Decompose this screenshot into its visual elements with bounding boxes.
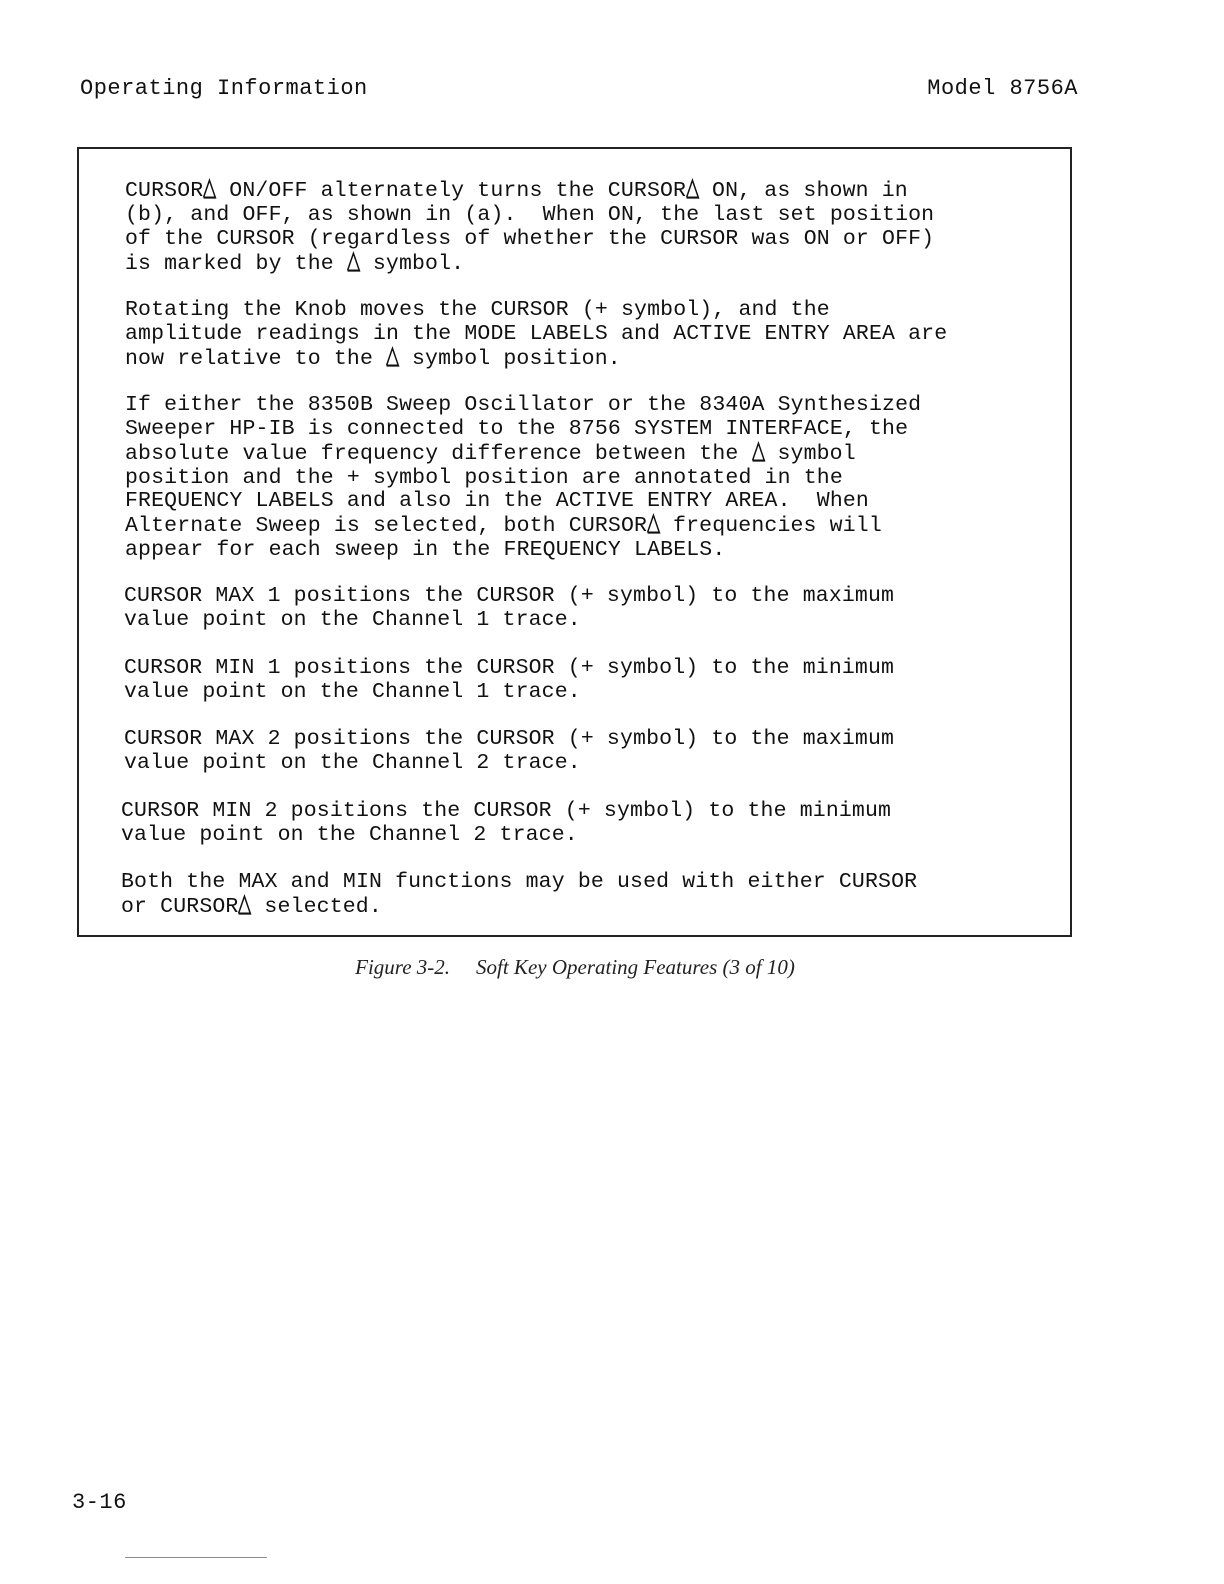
figure-caption-number: Figure 3-2. <box>355 955 451 979</box>
delta-symbol-icon <box>347 252 360 271</box>
text-run: Alternate Sweep is selected, both CURSOR <box>125 514 648 539</box>
text-run: value point on the Channel 1 trace. <box>124 679 581 704</box>
text-run: amplitude readings in the MODE LABELS and ACTIVE ENTRY AREA are <box>125 321 948 346</box>
paragraph-cursor-min-2 <box>121 800 891 848</box>
text-run: Both the MAX and MIN functions may be used with either CURSOR <box>121 870 918 894</box>
text-run: CURSOR MAX 1 positions the CURSOR (+ symbol) to the maximum <box>124 584 895 608</box>
paragraph-cursor-max-1 <box>124 585 894 633</box>
text-run: value point on the Channel 1 trace. <box>124 607 581 632</box>
paragraph-cursor-max-2 <box>124 728 894 776</box>
paragraph-hpib-sweeper <box>125 394 921 563</box>
page-number: 3-16 <box>72 1490 127 1515</box>
text-run: symbol <box>764 441 856 466</box>
figure-box <box>77 147 1072 937</box>
footer-rule <box>125 1557 267 1558</box>
text-run: If either the 8350B Sweep Oscillator or the 8340A Synthesized <box>125 393 922 417</box>
delta-symbol-icon <box>647 514 660 533</box>
text-run: ON, as shown in <box>699 179 908 204</box>
text-run: is marked by the <box>125 251 347 276</box>
paragraph-cursor-delta-onoff <box>125 179 934 277</box>
text-run: appear for each sweep in the FREQUENCY LABELS. <box>125 538 726 563</box>
text-run: of the CURSOR (regardless of whether the CURSOR was ON or OFF) <box>125 226 935 251</box>
text-run: CURSOR MIN 2 positions the CURSOR (+ symbol) to the minimum <box>121 799 892 823</box>
text-run: symbol. <box>359 251 465 276</box>
paragraph-cursor-min-1 <box>124 657 894 705</box>
text-run: frequencies will <box>659 514 882 539</box>
delta-symbol-icon <box>686 179 699 198</box>
text-run: FREQUENCY LABELS and also in the ACTIVE ENTRY AREA. When <box>125 489 869 514</box>
figure-caption-title: Soft Key Operating Features (3 of 10) <box>476 955 795 979</box>
text-run: symbol position. <box>398 346 621 371</box>
text-run: CURSOR <box>125 179 204 204</box>
running-header-model: Model 8756A <box>927 76 1078 101</box>
text-run: or CURSOR <box>121 895 239 919</box>
text-run: absolute value frequency difference between the <box>125 441 752 466</box>
paragraph-rotating-knob <box>125 299 947 372</box>
text-run: CURSOR MIN 1 positions the CURSOR (+ symbol) to the minimum <box>124 656 895 680</box>
figure-caption <box>0 955 1150 980</box>
delta-symbol-icon <box>386 347 399 366</box>
text-run: CURSOR MAX 2 positions the CURSOR (+ symbol) to the maximum <box>124 727 895 751</box>
text-run: ON/OFF alternately turns the CURSOR <box>216 179 687 204</box>
text-run: Sweeper HP-IB is connected to the 8756 SYSTEM INTERFACE, the <box>125 416 909 441</box>
delta-symbol-icon <box>203 179 216 198</box>
paragraph-both-max-min <box>121 871 917 920</box>
text-run: value point on the Channel 2 trace. <box>121 822 578 847</box>
running-header-section: Operating Information <box>80 76 368 101</box>
text-run: (b), and OFF, as shown in (a). When ON, the last set position <box>125 203 935 227</box>
delta-symbol-icon <box>752 442 765 461</box>
text-run: value point on the Channel 2 trace. <box>124 750 581 775</box>
text-run: selected. <box>251 895 382 919</box>
text-run: position and the + symbol position are annotated in the <box>125 465 843 490</box>
delta-symbol-icon <box>238 895 251 914</box>
text-run: now relative to the <box>125 346 387 371</box>
text-run: Rotating the Knob moves the CURSOR (+ symbol), and the <box>125 298 830 322</box>
